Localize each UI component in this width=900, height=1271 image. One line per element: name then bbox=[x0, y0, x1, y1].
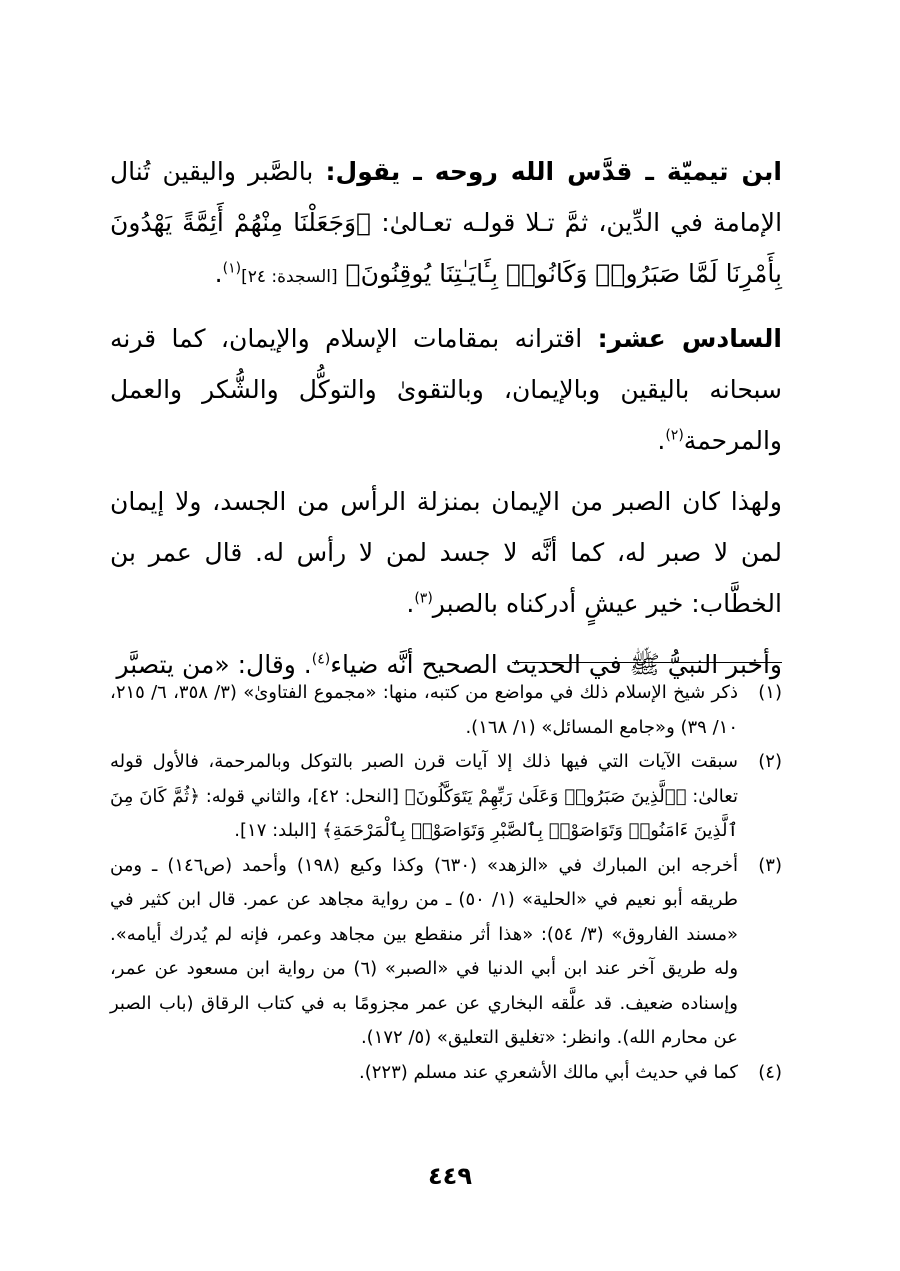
footnote-number: (٤) bbox=[758, 1061, 782, 1083]
paragraph-1-end: . bbox=[214, 259, 223, 288]
verse-reference: [السجدة: ٢٤] bbox=[241, 267, 338, 287]
paragraph-4-tail: . وقال: «من يتصبَّر bbox=[116, 650, 312, 679]
footnotes bbox=[110, 676, 782, 1090]
paragraph-3 bbox=[110, 476, 782, 629]
footnote-ref-3[interactable]: (٣) bbox=[414, 590, 433, 607]
paragraph-2-lead: السادس عشر: bbox=[597, 324, 782, 353]
paragraph-2-text: اقترانه بمقامات الإسلام والإيمان، كما قرنه سبحانه باليقين وبالإيمان، وبالتقوىٰ والتوكُّل والشُّكر والعمل والمرحمة bbox=[110, 324, 782, 455]
paragraph-3-end: . bbox=[406, 589, 415, 618]
footnote-text: أخرجه ابن المبارك في «الزهد» (٦٣٠) وكذا وكيع (١٩٨) وأحمد (ص١٤٦) ـ ومن طريقه أبو نعيم في «الحلية» (١/ ٥٠) ـ من رواية مجاهد عن عمر. قال ابن كثير في «مسند الفاروق» (٣/ ٥٤): «هذا أثر منقطع بين مجاهد وعمر، فإنه لم يُدرك أيامه». وله طريق آخر عند ابن أبي الدنيا في «الصبر» (٦) من رواية ابن مسعود عن عمر، وإسناده ضعيف. قد علَّقه البخاري عن عمر مجزومًا به في كتاب الرقاق (باب الصبر عن محارم الله). وانظر: «تغليق التعليق» (٥/ ١٧٢). bbox=[110, 854, 739, 1048]
paragraph-1-lead: ابن تيميّة ـ قدَّس الله روحه ـ يقول: bbox=[325, 157, 782, 186]
footnote-2-text-a: سبقت الآيات التي فيها ذلك إلا آيات قرن الصبر بالتوكل وبالمرحمة، فالأول قوله تعالىٰ: bbox=[110, 751, 738, 807]
footnote-3 bbox=[110, 849, 782, 1056]
footnote-ref-1[interactable]: (١) bbox=[222, 260, 242, 277]
footnote-text bbox=[110, 745, 738, 849]
footnote-2 bbox=[110, 745, 782, 849]
quran-verse-nahl: ﴿ٱلَّذِينَ صَبَرُوا۟ وَعَلَىٰ رَبِّهِمْ يَتَوَكَّلُونَ﴾ bbox=[404, 785, 687, 807]
footnote-number: (٣) bbox=[758, 854, 782, 876]
paragraph-2-end: . bbox=[657, 426, 666, 455]
paragraph-1-text: بالصَّبر واليقين تُنال الإمامة في الدِّين، ثمَّ تـلا قولـه تعـالىٰ: bbox=[110, 157, 783, 237]
main-text bbox=[110, 146, 782, 700]
footnote-number: (١) bbox=[758, 682, 782, 703]
quran-verse-balad: ﴿ثُمَّ كَانَ مِنَ ٱلَّذِينَ ءَامَنُوا۟ وَتَوَاصَوْا۟ بِٱلصَّبْرِ وَتَوَاصَوْا۟ بِٱلْمَرْحَمَةِ﴾ bbox=[110, 785, 738, 841]
footnote-2-text-b: [النحل: ٤٢]، والثاني قوله: bbox=[205, 785, 399, 807]
quran-verse-sajdah: ﴿وَجَعَلْنَا مِنْهُمْ أَئِمَّةً يَهْدُونَ بِأَمْرِنَا لَمَّا صَبَرُوا۟ وَكَانُوا۟ بِـَٔايَـٰتِنَا يُوقِنُونَ﴾ bbox=[110, 208, 782, 288]
footnote-divider bbox=[512, 662, 782, 663]
footnote-text: ذكر شيخ الإسلام ذلك في مواضع من كتبه، منها: «مجموع الفتاوىٰ» (٣/ ٣٥٨، ٦/ ٢١٥، ١٠/ ٣٩) و«جامع المسائل» (١/ ١٦٨). bbox=[110, 682, 738, 738]
footnote-1 bbox=[110, 676, 782, 745]
paragraph-1 bbox=[110, 146, 782, 303]
footnote-ref-4[interactable]: (٤) bbox=[311, 651, 331, 668]
paragraph-4-text: وأخبر النبيُّ ﷺ في الحديث الصحيح أنَّه ضياء bbox=[330, 650, 782, 679]
footnote-4 bbox=[110, 1056, 782, 1091]
paragraph-3-text: ولهذا كان الصبر من الإيمان بمنزلة الرأس من الجسد، ولا إيمان لمن لا صبر له، كما أنَّه لا جسد لمن لا رأس له. قال عمر بن الخطَّاب: خير عيشٍ أدركناه بالصبر bbox=[110, 487, 782, 618]
footnote-ref-2[interactable]: (٢) bbox=[665, 427, 684, 444]
footnote-2-text-c: [البلد: ١٧]. bbox=[234, 820, 317, 841]
page-number: ٤٤٩ bbox=[428, 1162, 472, 1190]
footnote-number: (٢) bbox=[758, 751, 782, 772]
paragraph-2 bbox=[110, 313, 782, 466]
footnote-text: كما في حديث أبي مالك الأشعري عند مسلم (٢٢٣). bbox=[359, 1061, 738, 1083]
